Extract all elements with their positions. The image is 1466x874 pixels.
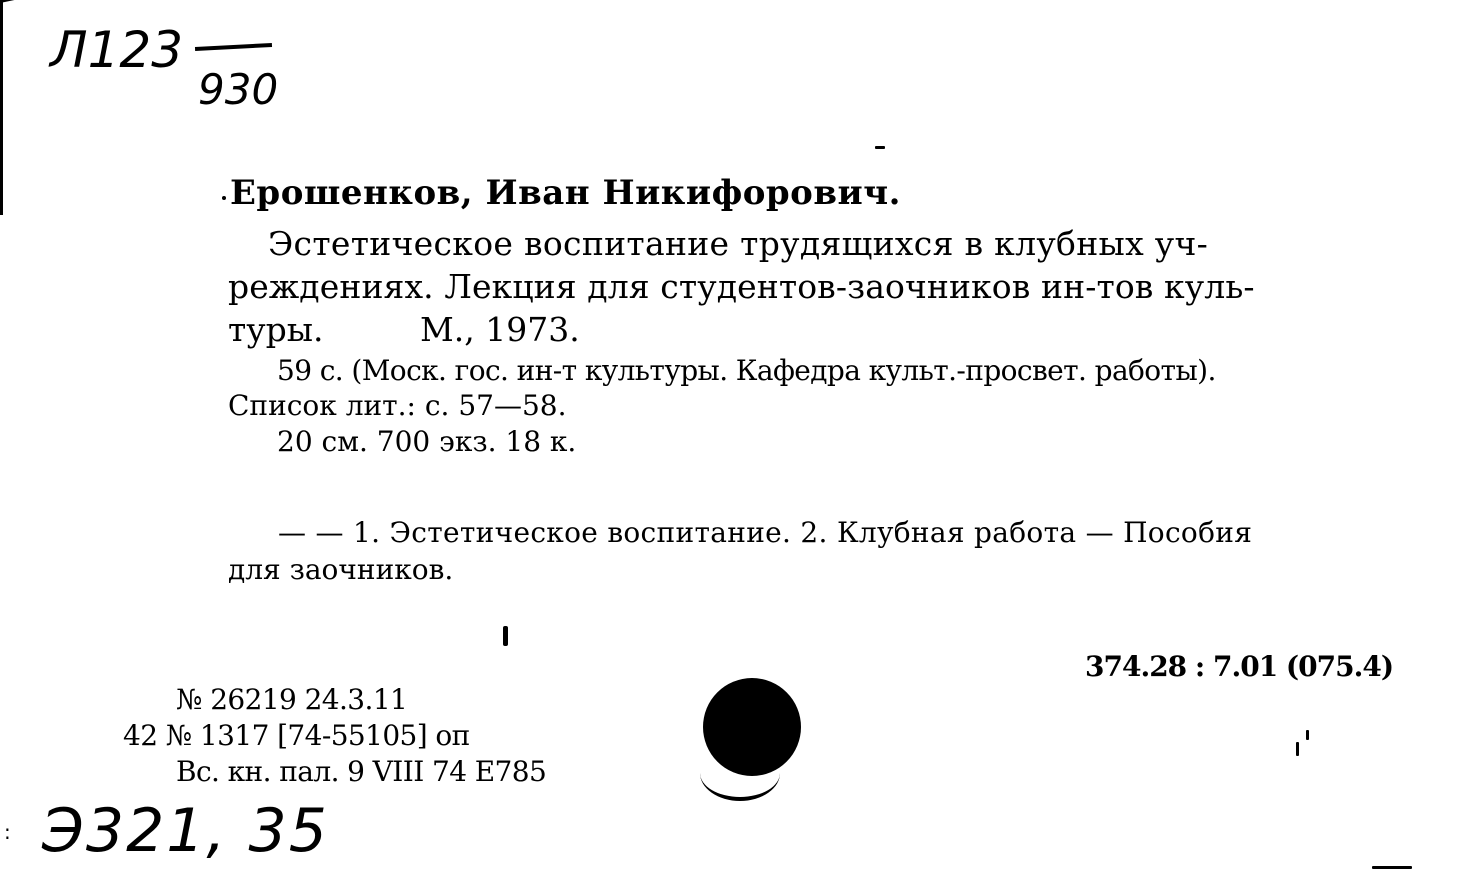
registration-line-2: 42 № 1317 [74-55105] оп: [123, 719, 470, 752]
shelfmark-denominator: 930: [198, 65, 279, 114]
collation-line-1: 59 с. (Моск. гос. ин-т культуры. Кафедра культ.-просвет. работы).: [277, 354, 1216, 387]
title-line-2: реждениях. Лекция для студентов-заочников ин-тов куль-: [228, 267, 1255, 306]
print-mark: [503, 626, 508, 646]
subjects-line-1: — — 1. Эстетическое воспитание. 2. Клубная работа — Пособия: [278, 516, 1253, 549]
title-line-3: туры.: [228, 310, 324, 349]
classification-index: 374.28 : 7.01 (075.4): [1085, 650, 1394, 683]
shelfmark-fraction-line: [195, 43, 272, 51]
handwritten-code: Э321, 35: [42, 796, 329, 866]
print-mark: [222, 196, 226, 200]
shelfmark-numerator: Л123: [50, 21, 184, 79]
imprint: М., 1973.: [420, 310, 580, 349]
print-mark: [1306, 730, 1309, 740]
physical-description: 20 см. 700 экз. 18 к.: [277, 425, 577, 458]
print-mark: [1296, 742, 1299, 756]
subjects-line-2: для заочников.: [228, 553, 454, 586]
card-edge-mark: [0, 0, 3, 215]
print-mark: [1372, 866, 1412, 869]
registration-line-1: № 26219 24.3.11: [176, 683, 408, 716]
collation-line-2: Список лит.: с. 57—58.: [228, 389, 567, 422]
edge-specks: :: [4, 820, 11, 844]
registration-line-3: Вс. кн. пал. 9 VIII 74 Е785: [176, 755, 547, 788]
corner-mark: [0, 0, 22, 3]
punch-hole: [703, 678, 801, 776]
author-heading: Ерошенков, Иван Никифорович.: [230, 173, 901, 213]
title-line-1: Эстетическое воспитание трудящихся в клубных уч-: [268, 224, 1209, 263]
print-mark: [875, 146, 885, 149]
